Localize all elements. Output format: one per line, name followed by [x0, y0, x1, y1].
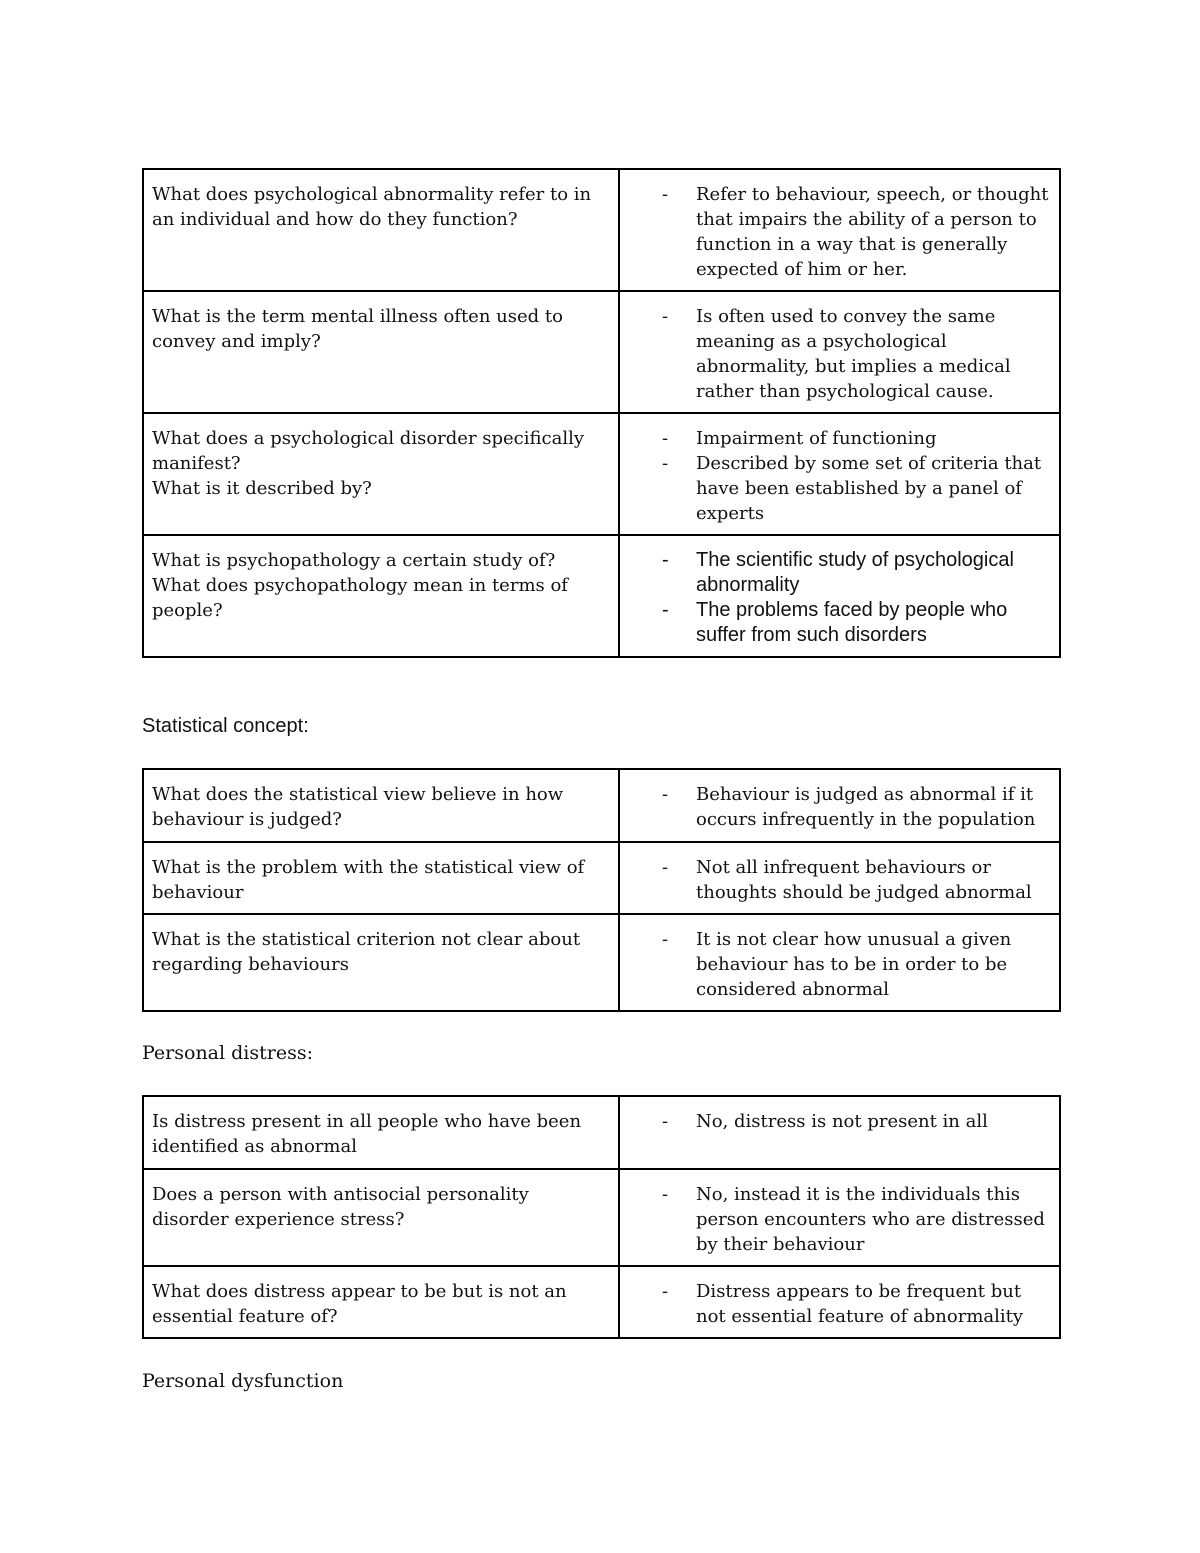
bullet-dash: - [662, 549, 669, 571]
bullet-dash: - [662, 1281, 669, 1302]
question-text: What is it described by? [152, 478, 372, 499]
answer-cell [619, 413, 1060, 535]
answer-text: Refer to behaviour, speech, or thought that impairs the ability of a person to function in a way that is generally expected of him or her. [696, 184, 1049, 280]
question-text: What does psychopathology mean in terms of people? [152, 575, 568, 621]
answer-item [638, 1182, 1051, 1257]
answer-cell [619, 842, 1060, 914]
answer-cell [619, 291, 1060, 413]
question-text: What is psychopathology a certain study of? [152, 550, 556, 571]
answer-cell [619, 1169, 1060, 1266]
table-row [143, 1266, 1060, 1338]
question-cell [143, 291, 619, 413]
question-text: What is the statistical criterion not clear about regarding behaviours [152, 929, 581, 975]
answer-text: Behaviour is judged as abnormal if it occurs infrequently in the population [696, 784, 1036, 830]
question-text: What does the statistical view believe in how behaviour is judged? [152, 784, 564, 830]
bullet-dash: - [662, 857, 669, 878]
table-row [143, 291, 1060, 413]
table-row [143, 413, 1060, 535]
bullet-dash: - [662, 1111, 669, 1132]
question-text: What does distress appear to be but is not an essential feature of? [152, 1281, 567, 1327]
question-cell [143, 1169, 619, 1266]
bullet-dash: - [662, 428, 669, 449]
question-cell [143, 1096, 619, 1169]
section-heading-distress: Personal distress: [142, 1042, 313, 1064]
answer-item [638, 548, 1051, 598]
bullet-dash: - [662, 184, 669, 205]
table-definitions [142, 168, 1061, 658]
answer-text: Is often used to convey the same meaning as a psychological abnormality, but implies a medical rather than psychological cause. [696, 306, 1011, 402]
answer-item [638, 782, 1051, 832]
bullet-dash: - [662, 784, 669, 805]
table-row [143, 914, 1060, 1011]
question-cell [143, 769, 619, 842]
bullet-dash: - [662, 599, 669, 621]
question-text: What is the term mental illness often used to convey and imply? [152, 306, 563, 352]
answer-text: Impairment of functioning [696, 428, 937, 449]
section-heading-statistical: Statistical concept: [142, 715, 309, 737]
answer-text: The scientific study of psychological abnormality [696, 549, 1014, 596]
bullet-dash: - [662, 306, 669, 327]
answer-cell [619, 914, 1060, 1011]
table-statistical [142, 768, 1061, 1012]
question-cell [143, 914, 619, 1011]
answer-text: No, distress is not present in all [696, 1111, 988, 1132]
answer-item [638, 451, 1051, 526]
answer-item [638, 855, 1051, 905]
answer-item [638, 426, 1051, 451]
answer-text: Described by some set of criteria that have been established by a panel of experts [696, 453, 1042, 524]
table-distress [142, 1095, 1061, 1339]
answer-item [638, 927, 1051, 1002]
table-row [143, 535, 1060, 657]
answer-text: Not all infrequent behaviours or thoughts should be judged abnormal [696, 857, 1032, 903]
answer-cell [619, 169, 1060, 291]
question-cell [143, 842, 619, 914]
section-heading-dysfunction: Personal dysfunction [142, 1370, 344, 1392]
answer-cell [619, 769, 1060, 842]
answer-cell [619, 535, 1060, 657]
question-text: What does a psychological disorder specifically manifest? [152, 428, 585, 474]
table-row [143, 169, 1060, 291]
question-text: What does psychological abnormality refer to in an individual and how do they function? [152, 184, 592, 230]
question-cell [143, 1266, 619, 1338]
bullet-dash: - [662, 1184, 669, 1205]
bullet-dash: - [662, 929, 669, 950]
answer-item [638, 598, 1051, 648]
answer-cell [619, 1096, 1060, 1169]
answer-text: Distress appears to be frequent but not essential feature of abnormality [696, 1281, 1024, 1327]
answer-text: No, instead it is the individuals this person encounters who are distressed by their behaviour [696, 1184, 1045, 1255]
question-cell [143, 169, 619, 291]
bullet-dash: - [662, 453, 669, 474]
answer-item [638, 182, 1051, 282]
table-row [143, 1096, 1060, 1169]
answer-item [638, 304, 1051, 404]
question-text: Does a person with antisocial personality disorder experience stress? [152, 1184, 529, 1230]
question-cell [143, 535, 619, 657]
answer-text: The problems faced by people who suffer from such disorders [696, 599, 1008, 646]
answer-item [638, 1279, 1051, 1329]
table-row [143, 842, 1060, 914]
answer-item [638, 1109, 1051, 1134]
table-row [143, 1169, 1060, 1266]
question-cell [143, 413, 619, 535]
answer-cell [619, 1266, 1060, 1338]
question-text: What is the problem with the statistical view of behaviour [152, 857, 585, 903]
table-row [143, 769, 1060, 842]
answer-text: It is not clear how unusual a given behaviour has to be in order to be considered abnormal [696, 929, 1012, 1000]
question-text: Is distress present in all people who have been identified as abnormal [152, 1111, 582, 1157]
